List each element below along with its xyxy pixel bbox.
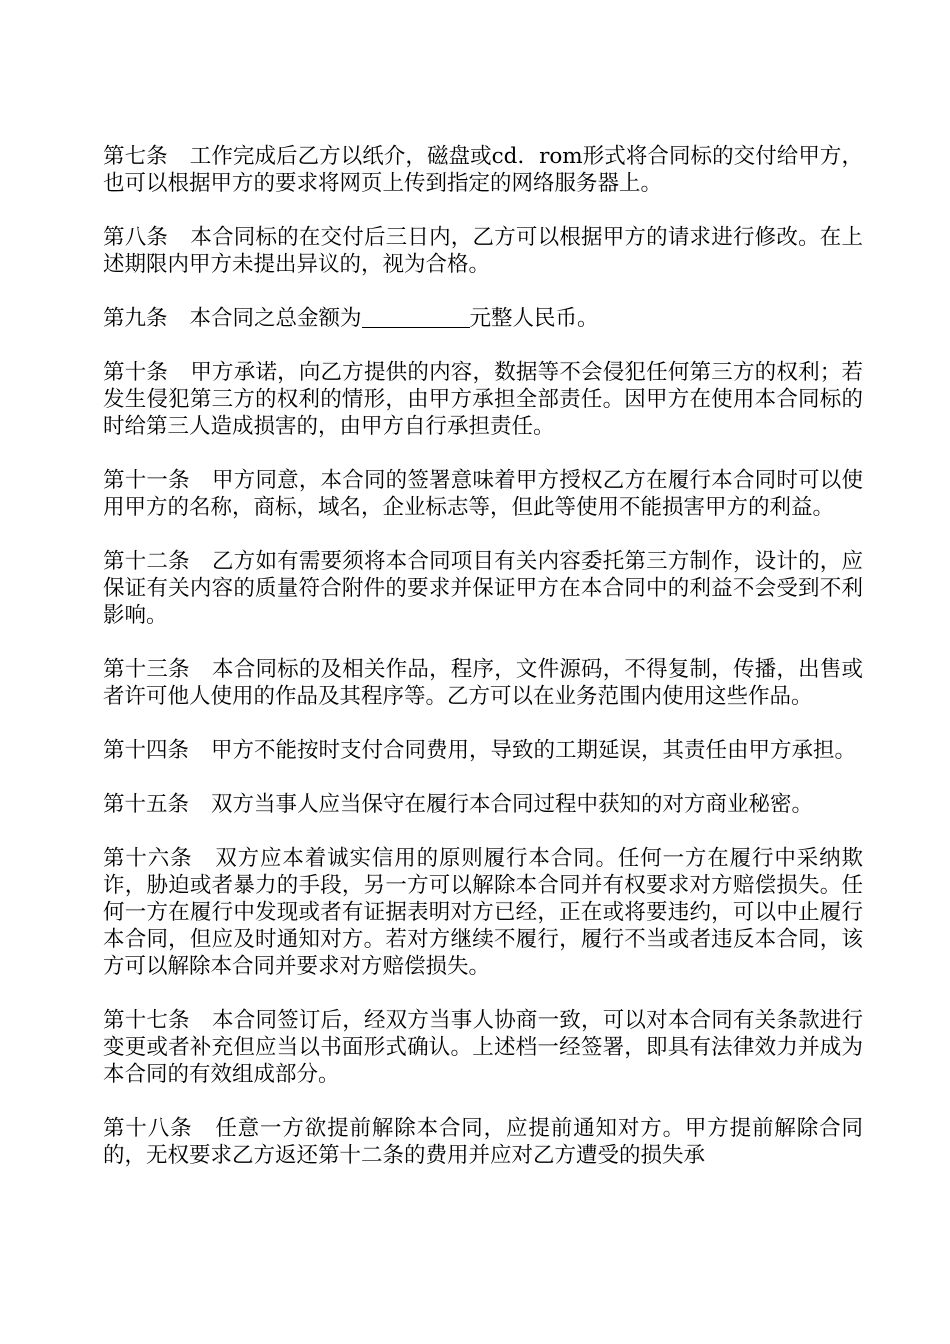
clause-number: 第十一条	[103, 468, 190, 493]
clause-14	[103, 737, 863, 764]
clause-number: 第十四条	[103, 738, 190, 763]
clause-8	[103, 224, 863, 278]
clause-number: 第十七条	[103, 1008, 190, 1033]
clause-text: 甲方同意，本合同的签署意味着甲方授权乙方在履行本合同时可以使用甲方的名称，商标，域名，企业标志等，但此等使用不能损害甲方的利益。	[103, 468, 863, 520]
amount-blank-line	[362, 306, 470, 328]
clause-text-before-blank: 本合同之总金额为	[189, 306, 362, 331]
clause-number: 第十条	[103, 360, 169, 385]
clause-text: 本合同签订后，经双方当事人协商一致，可以对本合同有关条款进行变更或者补充但应当以书面形式确认。上述档一经签署，即具有法律效力并成为本合同的有效组成部分。	[103, 1008, 863, 1087]
clause-number: 第十五条	[103, 792, 190, 817]
clause-text: 双方应本着诚实信用的原则履行本合同。任何一方在履行中采纳欺诈，胁迫或者暴力的手段，另一方可以解除本合同并有权要求对方赔偿损失。任何一方在履行中发现或者有证据表明对方已经，正在或将要违约，可以中止履行本合同，但应及时通知对方。若对方继续不履行，履行不当或者违反本合同，该方可以解除本合同并要求对方赔偿损失。	[103, 846, 863, 979]
clause-text: 甲方承诺，向乙方提供的内容，数据等不会侵犯任何第三方的权利；若发生侵犯第三方的权利的情形，由甲方承担全部责任。因甲方在使用本合同标的时给第三人造成损害的，由甲方自行承担责任。	[103, 360, 863, 439]
clause-10	[103, 359, 863, 440]
clause-number: 第八条	[103, 225, 169, 250]
clause-number: 第七条	[103, 144, 168, 169]
clause-number: 第十八条	[103, 1116, 193, 1141]
clause-15	[103, 791, 863, 818]
clause-text: 双方当事人应当保守在履行本合同过程中获知的对方商业秘密。	[211, 792, 814, 817]
clause-18	[103, 1115, 863, 1169]
clause-9	[103, 305, 863, 332]
clause-17	[103, 1007, 863, 1088]
clause-text: 本合同标的及相关作品，程序，文件源码，不得复制，传播，出售或者许可他人使用的作品及其程序等。乙方可以在业务范围内使用这些作品。	[103, 657, 863, 709]
clause-text: 工作完成后乙方以纸介，磁盘或cd．rom形式将合同标的交付给甲方，也可以根据甲方的要求将网页上传到指定的网络服务器上。	[103, 144, 863, 196]
document-body	[103, 143, 863, 1196]
clause-number: 第九条	[103, 306, 168, 331]
clause-text: 甲方不能按时支付合同费用，导致的工期延误，其责任由甲方承担。	[211, 738, 857, 763]
clause-12	[103, 548, 863, 629]
clause-13	[103, 656, 863, 710]
clause-text: 任意一方欲提前解除本合同，应提前通知对方。甲方提前解除合同的，无权要求乙方返还第十二条的费用并应对乙方遭受的损失承	[103, 1116, 863, 1168]
clause-number: 第十三条	[103, 657, 190, 682]
clause-11	[103, 467, 863, 521]
clause-text: 本合同标的在交付后三日内，乙方可以根据甲方的请求进行修改。在上述期限内甲方未提出异议的，视为合格。	[103, 225, 863, 277]
clause-number: 第十二条	[103, 549, 190, 574]
clause-7	[103, 143, 863, 197]
clause-text-after-blank: 元整人民币。	[469, 306, 599, 331]
clause-text: 乙方如有需要须将本合同项目有关内容委托第三方制作，设计的，应保证有关内容的质量符合附件的要求并保证甲方在本合同中的利益不会受到不利影响。	[103, 549, 863, 628]
clause-16	[103, 845, 863, 980]
clause-number: 第十六条	[103, 846, 193, 871]
